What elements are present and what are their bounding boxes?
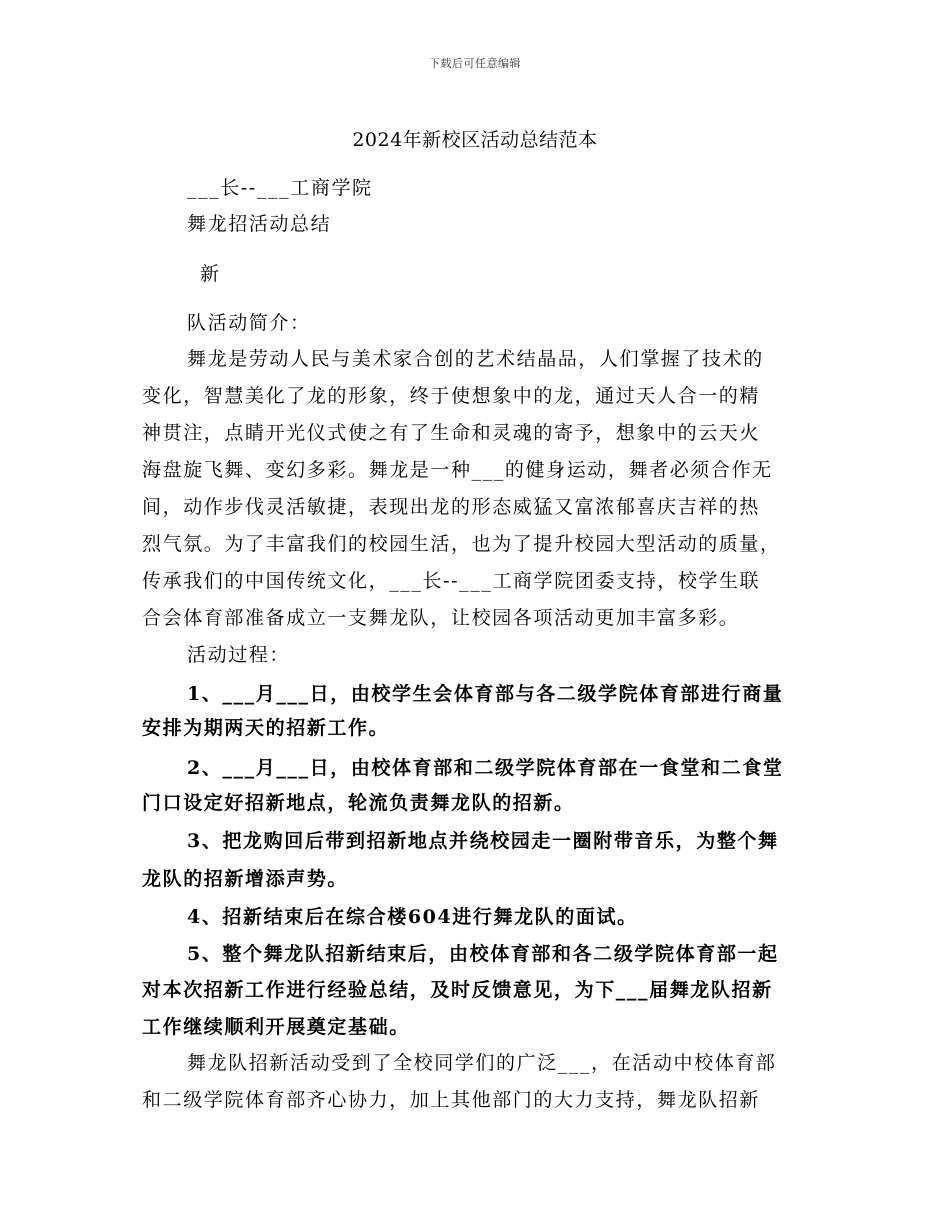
step-5-cont: 工作继续顺利开展奠定基础。: [142, 1016, 410, 1038]
step-1-cont: 安排为期两天的招新工作。: [142, 717, 390, 739]
step-4: 4、招新结束后在综合楼604进行舞龙队的面试。: [187, 906, 638, 928]
intro-heading: 队活动简介：: [187, 312, 311, 334]
step-3: 3、把龙购回后带到招新地点并绕校园走一圈附带音乐，为整个舞: [187, 830, 779, 852]
process-heading: 活动过程：: [187, 644, 291, 666]
step-2-cont: 门口设定好招新地点，轮流负责舞龙队的招新。: [142, 792, 575, 814]
intro-line: 合会体育部准备成立一支舞龙队，让校园各项活动更加丰富多彩。: [142, 607, 740, 629]
subtitle: 舞龙招活动总结: [187, 213, 332, 235]
step-2: 2、___月___日，由校体育部和二级学院体育部在一食堂和二食堂: [187, 757, 784, 779]
org-line: ___长--___工商学院: [187, 177, 373, 199]
header-note: 下载后可任意编辑: [429, 57, 521, 70]
step-3-cont: 龙队的招新增添声势。: [142, 868, 349, 890]
closing-line: 舞龙队招新活动受到了全校同学们的广泛___，在活动中校体育部: [187, 1052, 777, 1074]
intro-line: 烈气氛。为了丰富我们的校园生活，也为了提升校园大型活动的质量，: [142, 533, 781, 555]
intro-line: 传承我们的中国传统文化，___长--___工商学院团委支持，校学生联: [142, 570, 761, 592]
document-title: 2024年新校区活动总结范本: [352, 129, 598, 151]
intro-line: 神贯注，点睛开光仪式使之有了生命和灵魂的寄予，想象中的云天火: [142, 422, 761, 444]
step-1: 1、___月___日，由校学生会体育部与各二级学院体育部进行商量: [187, 683, 784, 705]
intro-line: 变化，智慧美化了龙的形象，终于使想象中的龙，通过天人合一的精: [142, 385, 761, 407]
closing-line: 和二级学院体育部齐心协力，加上其他部门的大力支持，舞龙队招新: [142, 1089, 761, 1111]
intro-line: 海盘旋飞舞、变幻多彩。舞龙是一种___的健身运动，舞者必须合作无: [142, 459, 773, 481]
intro-line: 舞龙是劳动人民与美术家合创的艺术结晶品，人们掌握了技术的: [187, 348, 764, 370]
step-5-cont: 对本次招新工作进行经验总结，及时反馈意见，为下___届舞龙队招新: [142, 979, 773, 1001]
char-new: 新: [200, 263, 221, 285]
step-5: 5、整个舞龙队招新结束后，由校体育部和各二级学院体育部一起: [187, 943, 779, 965]
intro-line: 间，动作步伐灵活敏捷，表现出龙的形态威猛又富浓郁喜庆吉祥的热: [142, 496, 761, 518]
